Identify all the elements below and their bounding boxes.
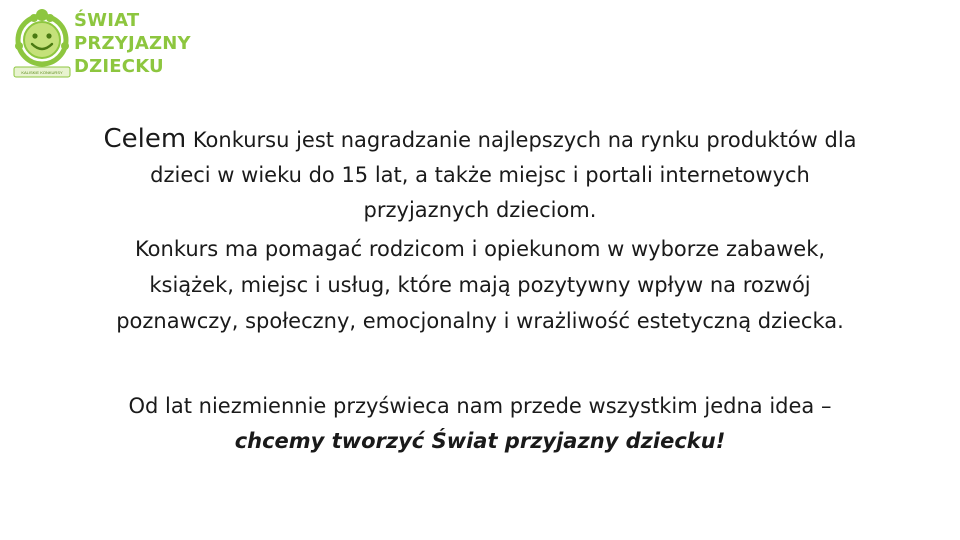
paragraph-motto-line-1: Od lat niezmiennie przyświeca nam przede wszystkim jedna idea – [128, 394, 832, 418]
paragraph-purpose-line-2: książek, miejsc i usług, które mają pozytywny wpływ na rozwój [149, 273, 811, 297]
paragraph-purpose-line-3: poznawczy, społeczny, emocjonalny i wrażliwość estetyczną dziecka. [116, 309, 844, 333]
logo-line-1: ŚWIAT [74, 10, 140, 31]
paragraph-motto [40, 389, 920, 459]
motto-slogan: chcemy tworzyć Świat przyjazny dziecku! [234, 429, 726, 453]
paragraph-purpose-line-1: Konkurs ma pomagać rodzicom i opiekunom w wyborze zabawek, [134, 237, 826, 261]
paragraph-goal-line-1-text: Konkursu jest nagradzanie najlepszych na rynku produktów dla [186, 128, 857, 152]
paragraph-goal-line-3: przyjaznych dzieciom. [363, 198, 597, 222]
paragraph-goal [40, 122, 920, 228]
paragraph-goal-line-1 [40, 122, 920, 158]
logo-line-3: DZIECKU [74, 56, 164, 77]
logo-line-2: PRZYJAZNY [74, 33, 191, 54]
logo-tagline: KALISKIE KONKURSY [21, 70, 63, 75]
logo-wordmark [74, 9, 191, 78]
paragraph-purpose [40, 231, 920, 339]
paragraph-goal-line-2: dzieci w wieku do 15 lat, a także miejsc i portali internetowych [150, 163, 810, 187]
brand-logo [10, 6, 210, 80]
lead-word: Celem [103, 124, 187, 154]
